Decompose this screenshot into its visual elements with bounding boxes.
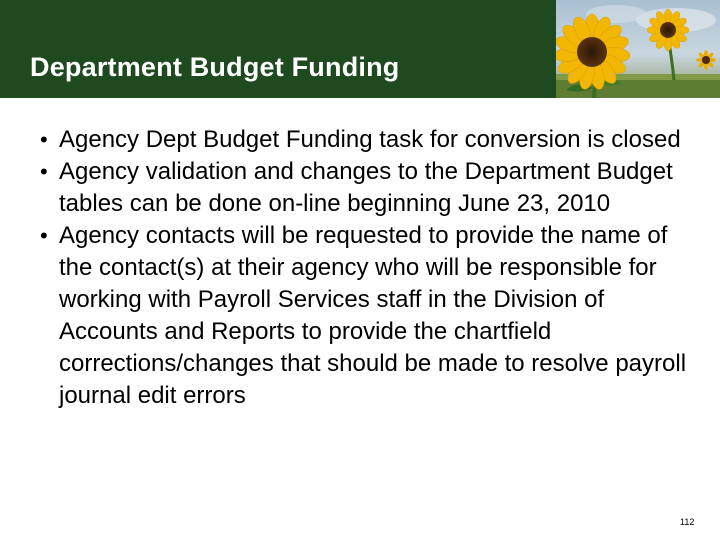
bullet-marker: • bbox=[40, 223, 48, 248]
slide-header bbox=[0, 0, 720, 98]
page-number: 112 bbox=[680, 517, 695, 527]
bullet-marker: • bbox=[40, 127, 48, 152]
bullet-item bbox=[40, 124, 690, 156]
bullet-item bbox=[40, 156, 690, 220]
bullet-marker: • bbox=[40, 159, 48, 184]
slide-title: Department Budget Funding bbox=[30, 52, 400, 82]
bullet-text: Agency Dept Budget Funding task for conversion is closed bbox=[59, 126, 681, 153]
sunflower-field-photo bbox=[556, 0, 720, 98]
bullet-item bbox=[40, 220, 690, 412]
bullet-text: Agency validation and changes to the Department Budget tables can be done on-line beginning June 23, 2010 bbox=[59, 158, 673, 217]
slide-body bbox=[40, 124, 690, 412]
bullet-text: Agency contacts will be requested to provide the name of the contact(s) at their agency who will be responsible for working with Payroll Services staff in the Division of Accounts and Reports to provide the chartfield corrections/changes that should be made to resolve payroll journal edit errors bbox=[59, 222, 687, 409]
